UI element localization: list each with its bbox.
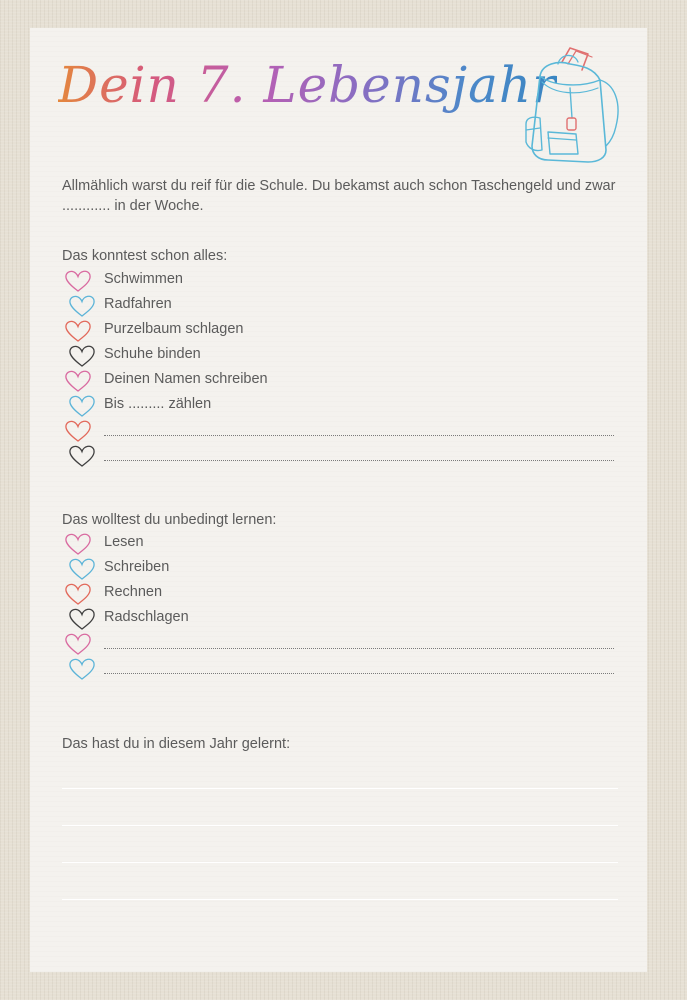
heart-checkbox-icon[interactable]	[68, 394, 96, 418]
heart-checkbox-icon[interactable]	[64, 369, 92, 393]
list-item	[62, 556, 614, 581]
list-item	[62, 318, 614, 343]
dotted-fill-line[interactable]	[104, 673, 614, 674]
intro-text: Allmählich warst du reif für die Schule. Du bekamst auch schon Taschengeld und zwar ............ in der Woche.	[62, 178, 616, 214]
list-item	[62, 418, 614, 443]
writing-line[interactable]	[62, 788, 618, 789]
section-heading-skills: Das konntest schon alles:	[62, 248, 228, 264]
list-item	[62, 443, 614, 468]
writing-line[interactable]	[62, 862, 618, 863]
list-item	[62, 268, 614, 293]
dotted-fill-line[interactable]	[104, 460, 614, 461]
heart-checkbox-icon[interactable]	[64, 532, 92, 556]
heart-checkbox-icon[interactable]	[68, 344, 96, 368]
heart-checkbox-icon[interactable]	[68, 294, 96, 318]
heart-checkbox-icon[interactable]	[64, 582, 92, 606]
section-heading-learned: Das hast du in diesem Jahr gelernt:	[62, 736, 291, 752]
heart-checkbox-icon[interactable]	[68, 444, 96, 468]
list-item-label: Radschlagen	[104, 609, 189, 625]
journal-page	[30, 28, 647, 972]
wishes-list	[62, 531, 614, 681]
heart-checkbox-icon[interactable]	[68, 607, 96, 631]
list-item	[62, 656, 614, 681]
dotted-fill-line[interactable]	[104, 648, 614, 649]
backpack-icon	[518, 42, 624, 168]
list-item-label: Rechnen	[104, 584, 163, 600]
heart-checkbox-icon[interactable]	[68, 557, 96, 581]
skills-list	[62, 268, 614, 468]
list-item	[62, 393, 614, 418]
section-heading-wishes: Das wolltest du unbedingt lernen:	[62, 512, 277, 528]
list-item-label: Purzelbaum schlagen	[104, 321, 244, 337]
page-title: Dein 7. Lebensjahr	[58, 56, 558, 114]
list-item-label: Schwimmen	[104, 271, 183, 287]
list-item-label: Bis ......... zählen	[104, 396, 212, 412]
list-item	[62, 343, 614, 368]
list-item	[62, 293, 614, 318]
list-item-label: Lesen	[104, 534, 144, 550]
list-item	[62, 606, 614, 631]
heart-checkbox-icon[interactable]	[64, 319, 92, 343]
list-item	[62, 581, 614, 606]
list-item	[62, 531, 614, 556]
heart-checkbox-icon[interactable]	[64, 632, 92, 656]
heart-checkbox-icon[interactable]	[68, 657, 96, 681]
list-item-label: Schreiben	[104, 559, 170, 575]
list-item-label: Deinen Namen schreiben	[104, 371, 268, 387]
writing-line[interactable]	[62, 899, 618, 900]
heart-checkbox-icon[interactable]	[64, 419, 92, 443]
dotted-fill-line[interactable]	[104, 435, 614, 436]
heart-checkbox-icon[interactable]	[64, 269, 92, 293]
list-item	[62, 368, 614, 393]
list-item-label: Schuhe binden	[104, 346, 201, 362]
list-item-label: Radfahren	[104, 296, 172, 312]
writing-line[interactable]	[62, 825, 618, 826]
list-item	[62, 631, 614, 656]
